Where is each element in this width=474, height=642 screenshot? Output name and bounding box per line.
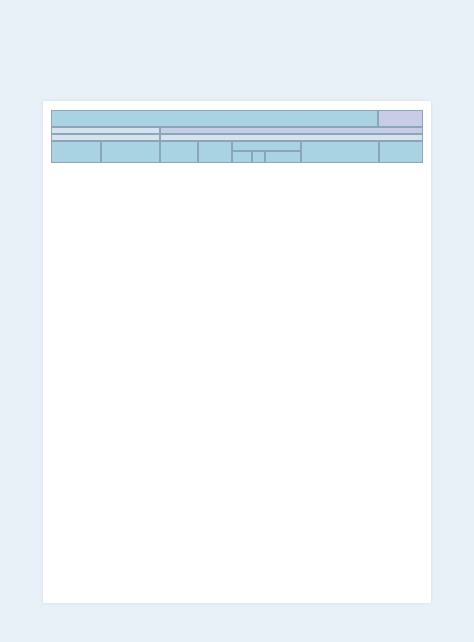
itinerary-grid <box>43 101 431 603</box>
itinerary-sheet <box>43 101 431 603</box>
